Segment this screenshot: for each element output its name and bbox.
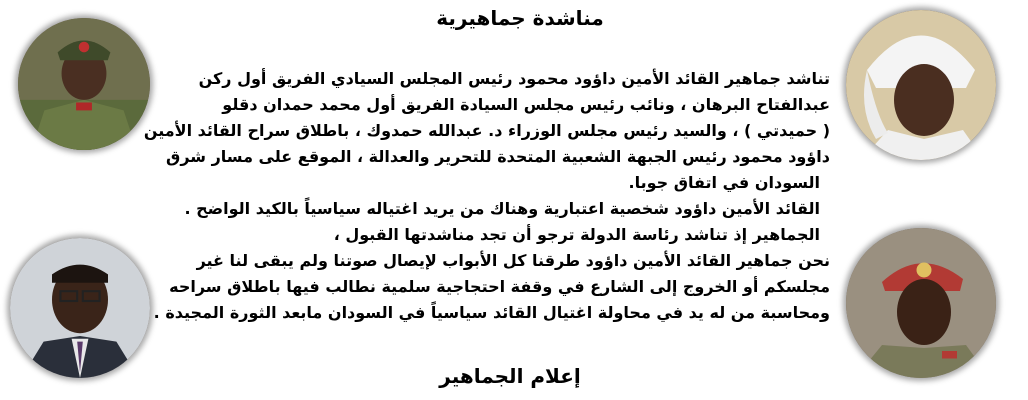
document-title: مناشدة جماهيرية <box>436 6 604 30</box>
text-line: داؤود محمود رئيس الجبهة الشعبية المتحدة للتحرير والعدالة ، الموقع على مسار شرق <box>166 147 830 166</box>
portrait-photo-bottom-right <box>846 228 996 378</box>
portrait-photo-top-left <box>18 18 150 150</box>
text-line: السودان في اتفاق جوبا. <box>628 173 820 192</box>
signature: إعلام الجماهير <box>439 364 581 388</box>
paragraph-2 <box>153 196 830 326</box>
portrait-photo-bottom-left <box>10 238 150 378</box>
text-line: مجلسكم أو الخروج إلى الشارع في وقفة احتجاجية سلمية نطالب فيها باطلاق سراحه <box>169 277 830 296</box>
appeal-body <box>143 66 830 326</box>
text-line: القائد الأمين داؤود شخصية اعتبارية وهناك من يريد اغتياله سياسياً بالكيد الواضح . <box>184 199 820 218</box>
text-line: عبدالفتاح البرهان ، ونائب رئيس مجلس السيادة الفريق أول محمد حمدان دقلو <box>222 95 830 114</box>
paragraph-1 <box>143 66 830 196</box>
text-line: نحن جماهير القائد الأمين داؤود طرقنا كل الأبواب لإيصال صوتنا ولم يبقى لنا غير <box>196 251 830 270</box>
text-line: الجماهير إذ تناشد رئاسة الدولة ترجو أن تجد مناشدتها القبول ، <box>333 225 820 244</box>
text-line: ( حميدتي ) ، والسيد رئيس مجلس الوزراء د. عبدالله حمدوك ، باطلاق سراح القائد الأمين <box>143 121 830 140</box>
text-line: ومحاسبة من له يد في محاولة اغتيال القائد سياسياً في السودان مابعد الثورة المجيدة . <box>153 303 830 322</box>
portrait-photo-top-right <box>846 10 996 160</box>
text-line: تناشد جماهير القائد الأمين داؤود محمود رئيس المجلس السيادي الفريق أول ركن <box>198 69 830 88</box>
